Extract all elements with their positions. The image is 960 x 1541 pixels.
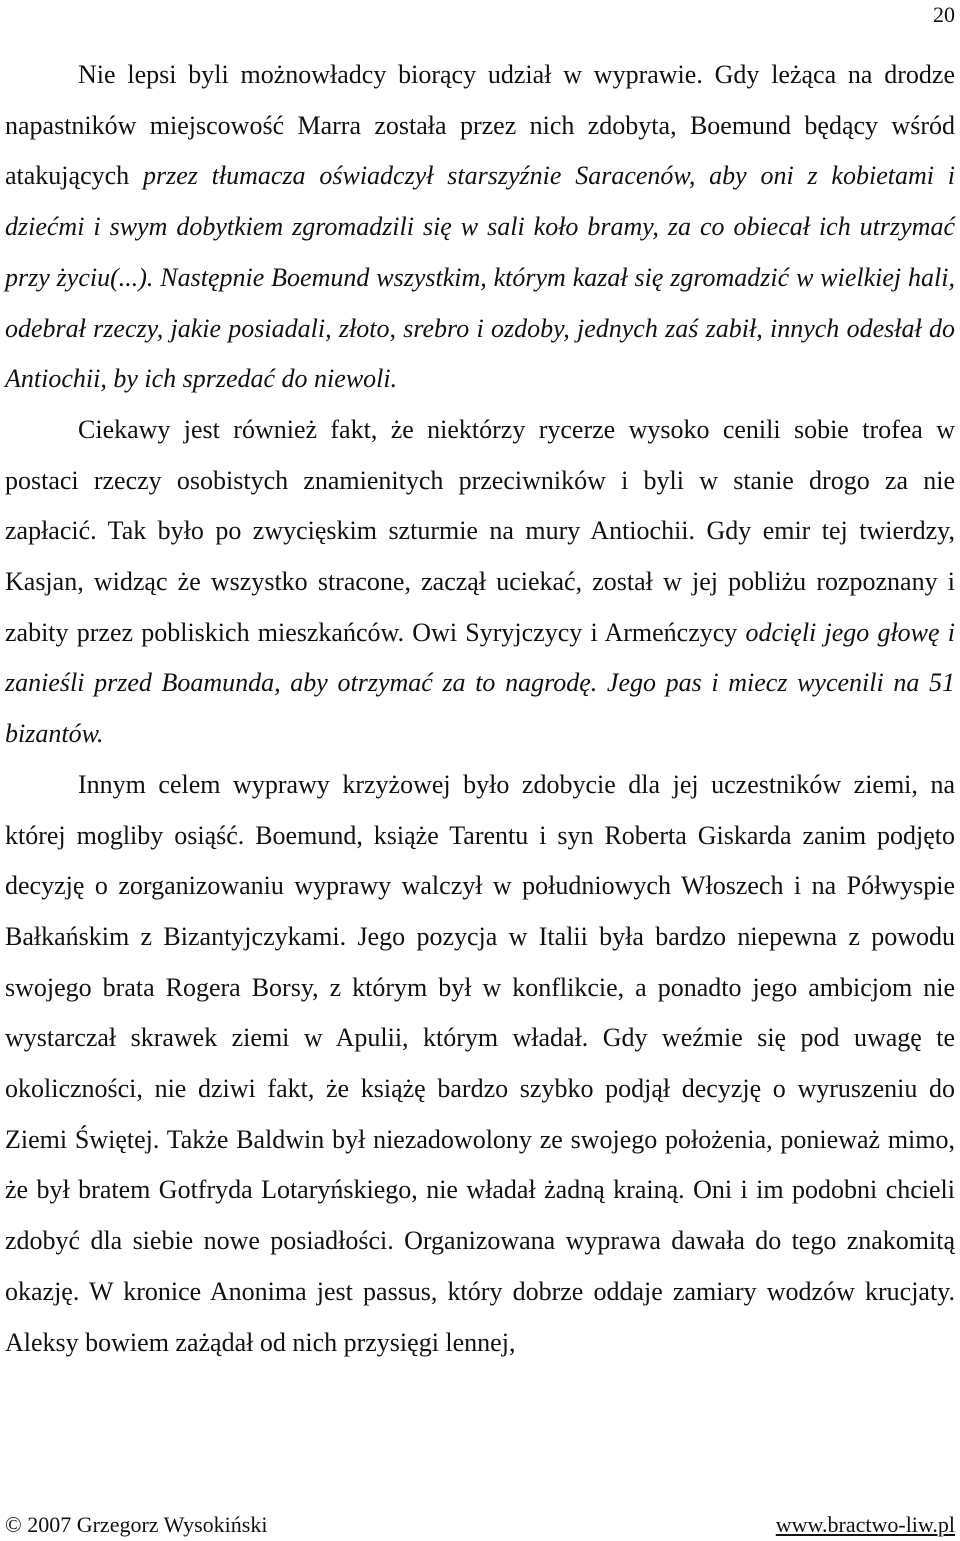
document-body	[5, 50, 955, 1368]
website-link[interactable]: www.bractwo-liw.pl	[775, 1512, 955, 1537]
quoted-text: przez tłumacza oświadczył starszyźnie Saracenów, aby oni z kobietami i dziećmi i swym dobytkiem zgromadzili się w sali koło bramy, za co obiecał ich utrzymać przy życiu(...). Następnie Boemund wszystkim, którym kazał się zgromadzić w wielkiej hali, odebrał rzeczy, jakie posiadali, złoto, srebro i ozdoby, jednych zaś zabił, innych odesłał do Antiochii, by ich sprzedać do niewoli.	[5, 161, 955, 394]
paragraph	[5, 405, 955, 760]
paragraph	[5, 760, 955, 1368]
page-footer	[5, 1510, 955, 1540]
body-text: Ciekawy jest również fakt, że niektórzy rycerze wysoko cenili sobie trofea w postaci rzeczy osobistych znamienitych przeciwników i byli w stanie drogo za nie zapłacić. Tak było po zwycięskim szturmie na mury Antiochii. Gdy emir tej twierdzy, Kasjan, widząc że wszystko stracone, zaczął uciekać, został w jej pobliżu rozpoznany i zabity przez pobliskich mieszkańców. Owi Syryjczycy i Armeńczycy	[5, 414, 955, 647]
copyright-notice: © 2007 Grzegorz Wysokiński	[5, 1512, 268, 1537]
body-text: Innym celem wyprawy krzyżowej było zdobycie dla jej uczestników ziemi, na której mogliby osiąść. Boemund, książe Tarentu i syn Roberta Giskarda zanim podjęto decyzję o zorganizowaniu wyprawy walczył w południowych Włoszech i na Półwyspie Bałkańskim z Bizantyjczykami. Jego pozycja w Italii była bardzo niepewna z powodu swojego brata Rogera Borsy, z którym był w konflikcie, a ponadto jego ambicjom nie wystarczał skrawek ziemi w Apulii, którym władał. Gdy weźmie się pod uwagę te okoliczności, nie dziwi fakt, że książę bardzo szybko podjął decyzję o wyruszeniu do Ziemi Świętej. Także Baldwin był niezadowolony ze swojego położenia, ponieważ mimo, że był bratem Gotfryda Lotaryńskiego, nie władał żadną krainą. Oni i im podobni chcieli zdobyć dla siebie nowe posiadłości. Organizowana wyprawa dawała do tego znakomitą okazję. W kronice Anonima jest passus, który dobrze oddaje zamiary wodzów krucjaty. Aleksy bowiem zażądał od nich przysięgi lennej,	[5, 769, 955, 1357]
page-number: 20	[933, 2, 955, 27]
quoted-text: odcięli jego głowę i zanieśli przed Boamunda, aby otrzymać za to nagrodę. Jego pas i miecz wycenili na 51 bizantów.	[5, 617, 956, 749]
paragraph	[5, 50, 955, 405]
body-text: Nie lepsi byli możnowładcy biorący udział w wyprawie. Gdy leżąca na drodze napastników miejscowość Marra została przez nich zdobyta, Boemund będący wśród atakujących	[5, 60, 955, 191]
